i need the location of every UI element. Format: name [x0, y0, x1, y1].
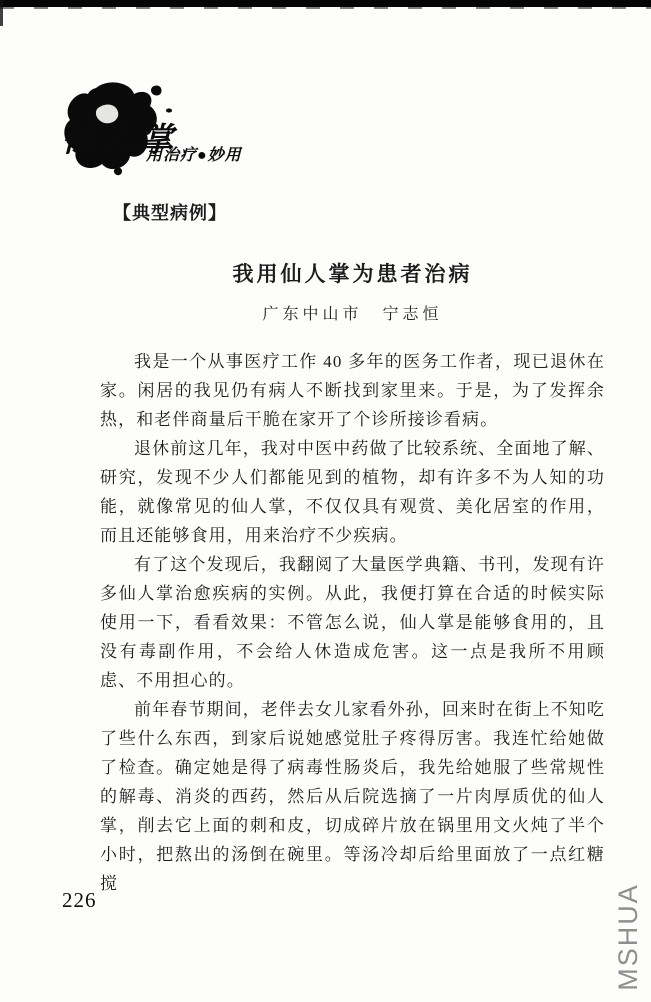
book-logo [58, 80, 288, 180]
scan-left-edge-artifact [0, 0, 3, 26]
watermark: MSHUA [613, 883, 643, 991]
page-number: 226 [62, 888, 97, 912]
section-heading: 【典型病例】 [113, 203, 227, 223]
article-paragraph: 退休前这几年，我对中医中药做了比较系统、全面地了解、研究，发现不少人们都能见到的植物，却有许多不为人知的功能，就像常见的仙人掌，不仅仅具有观赏、美化居室的作用，而且还能够食用，用来治疗不少疾病。 [100, 439, 605, 545]
article-title: 我用仙人掌为患者治病 [232, 262, 473, 286]
article-body [100, 347, 605, 898]
article-paragraph: 有了这个发现后，我翻阅了大量医学典籍、书刊，发现有许多仙人掌治愈疾病的实例。从此，我便打算在合适的时候实际使用一下，看看效果：不管怎么说，仙人掌是能够食用的，且没有毒副作用，不会给人休造成危害。这一点是我所不用顾虑、不用担心的。 [100, 555, 605, 690]
article-author: 广东中山市 宁志恒 [262, 306, 443, 323]
logo-book-subtitle: 用治疗●妙用 [146, 147, 242, 164]
scan-top-edge-artifact [0, 0, 651, 7]
article-paragraph: 前年春节期间，老伴去女儿家看外孙，回来时在街上不知吃了些什么东西，到家后说她感觉肚子疼得厉害。我连忙给她做了检查。确定她是得了病毒性肠炎后，我先给她服了些常规性的解毒、消炎的西药，然后从后院选摘了一片肉厚质优的仙人掌，削去它上面的刺和皮，切成碎片放在锅里用文火炖了半个小时，把熬出的汤倒在碗里。等汤冷却后给里面放了一点红糖搅 [100, 700, 605, 893]
article-paragraph: 我是一个从事医疗工作 40 多年的医务工作者，现已退休在家。闲居的我见仍有病人不断找到家里来。于是，为了发挥余热，和老伴商量后干脆在家开了个诊所接诊看病。 [100, 352, 605, 429]
logo-book-title: 仙人掌 [62, 123, 179, 159]
